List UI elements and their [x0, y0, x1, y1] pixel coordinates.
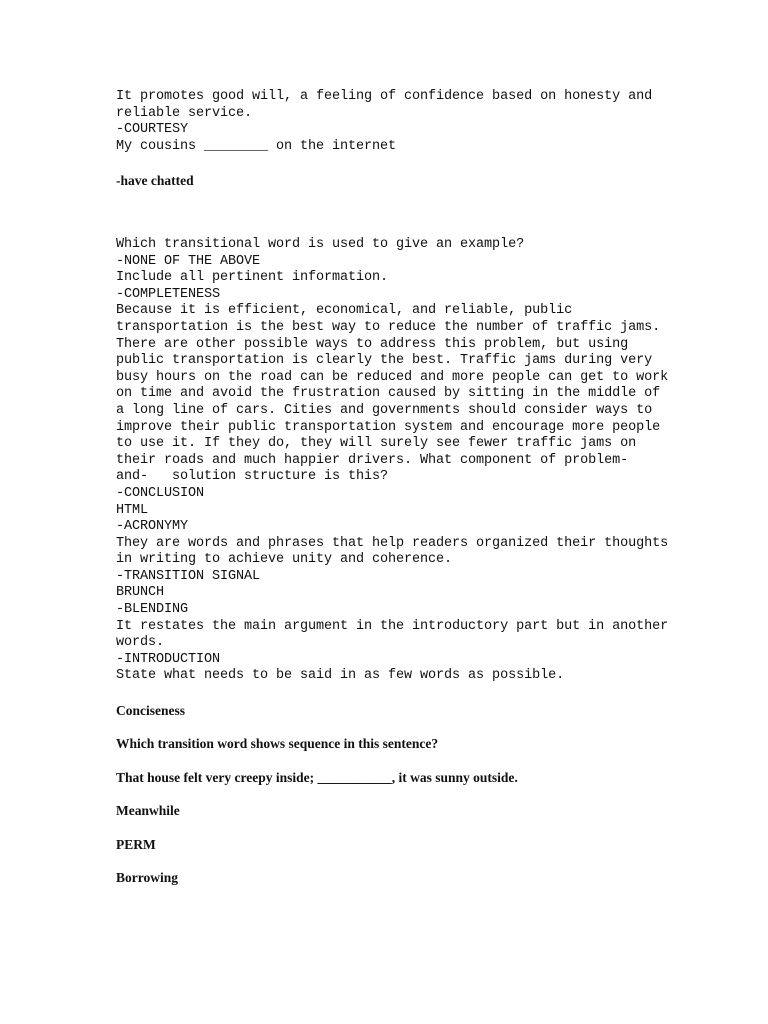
text-line: -ACRONYMY	[116, 519, 189, 535]
sentence-creepy-house: That house felt very creepy inside; ___________, it was sunny outside.	[116, 770, 518, 785]
text-line: Include all pertinent information.	[116, 270, 389, 286]
text-line: and- solution structure is this?	[116, 469, 389, 485]
text-block-1	[116, 89, 652, 155]
text-block-2	[116, 237, 668, 685]
text-line: their roads and much happier drivers. What component of problem-	[116, 452, 629, 468]
text-line: HTML	[116, 502, 149, 518]
text-line: BRUNCH	[116, 585, 165, 601]
text-line: It restates the main argument in the introductory part but in another	[116, 618, 669, 634]
answer-meanwhile: Meanwhile	[116, 803, 180, 818]
text-line: -CONCLUSION	[116, 485, 205, 501]
answer-conciseness: Conciseness	[116, 703, 186, 718]
text-line: -TRANSITION SIGNAL	[116, 568, 261, 584]
text-line: on time and avoid the frustration caused by sitting in the middle of	[116, 386, 661, 402]
text-line: public transportation is clearly the best. Traffic jams during very	[116, 353, 653, 369]
text-line: reliable service.	[116, 105, 253, 121]
text-line: a long line of cars. Cities and governments should consider ways to	[116, 402, 653, 418]
text-line: State what needs to be said in as few words as possible.	[116, 668, 565, 684]
text-line: improve their public transportation system and encourage more people	[116, 419, 661, 435]
text-line: -INTRODUCTION	[116, 651, 221, 667]
text-line: transportation is the best way to reduce the number of traffic jams.	[116, 319, 661, 335]
question-sequence: Which transition word shows sequence in this sentence?	[116, 736, 439, 751]
text-line: It promotes good will, a feeling of confidence based on honesty and	[116, 89, 653, 104]
text-line: Because it is efficient, economical, and reliable, public	[116, 303, 573, 319]
text-line: -COURTESY	[116, 122, 189, 138]
text-line: There are other possible ways to address this problem, but using	[116, 336, 629, 352]
text-perm: PERM	[116, 837, 156, 852]
answer-borrowing: Borrowing	[116, 870, 179, 885]
text-line: in writing to achieve unity and coherence.	[116, 552, 453, 568]
text-line: Which transitional word is used to give an example?	[116, 237, 525, 252]
text-line: -COMPLETENESS	[116, 286, 221, 302]
text-line: busy hours on the road can be reduced and more people can get to work	[116, 369, 669, 385]
answer-have-chatted: -have chatted	[116, 173, 194, 188]
text-line: -BLENDING	[116, 602, 189, 618]
text-line: My cousins ________ on the internet	[116, 138, 397, 154]
text-line: words.	[116, 635, 165, 651]
text-line: They are words and phrases that help readers organized their thoughts	[116, 535, 669, 551]
text-line: -NONE OF THE ABOVE	[116, 253, 261, 269]
text-line: to use it. If they do, they will surely see fewer traffic jams on	[116, 436, 637, 452]
